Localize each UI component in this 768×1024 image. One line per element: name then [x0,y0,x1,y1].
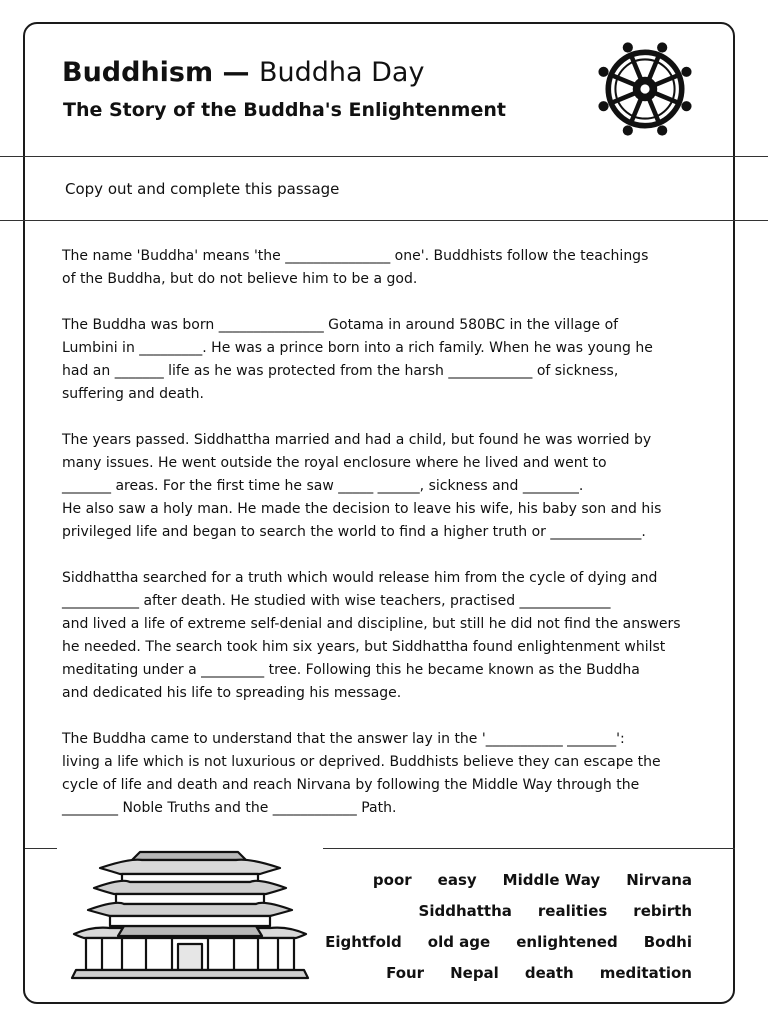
passage-paragraph [62,429,722,544]
word-bank-word: realities [537,901,608,920]
passage-line: had an _______ life as he was protected from the harsh ____________ of sickness, [62,363,619,379]
word-bank-word: rebirth [633,901,692,920]
word-bank-word: old age [427,932,491,951]
passage-line: and dedicated his life to spreading his message. [62,685,402,701]
word-bank-word: poor [372,870,412,889]
passage-line: Lumbini in _________. He was a prince born into a rich family. When he was young he [62,340,653,356]
word-bank-word: meditation [599,963,692,982]
instruction-text: Copy out and complete this passage [65,180,340,198]
page-subtitle: The Story of the Buddha's Enlightenment [63,99,506,121]
passage-line: privileged life and began to search the world to find a higher truth or _____________. [62,524,646,540]
passage-line: Siddhattha searched for a truth which would release him from the cycle of dying and [62,570,658,586]
passage-line: many issues. He went outside the royal enclosure where he lived and went to [62,455,607,471]
wheel-knob [623,125,633,135]
word-bank-word: Eightfold [325,932,402,951]
word-bank-word: Siddhattha [418,901,512,920]
passage-line: living a life which is not luxurious or deprived. Buddhists believe they can escape the [62,754,661,770]
wheel-knob [598,67,608,77]
word-bank-word: enlightened [516,932,618,951]
wheel-knob [681,67,691,77]
word-bank-word: Bodhi [643,932,692,951]
word-bank-row [312,957,692,988]
page-title [62,54,424,92]
word-bank-word: Nirvana [626,870,692,889]
passage-line: The Buddha came to understand that the answer lay in the '___________ _______': [62,731,625,747]
word-bank-word: death [524,963,574,982]
word-bank-word: Middle Way [502,870,601,889]
word-bank-word: easy [437,870,477,889]
passage-paragraph [62,567,722,705]
word-bank-row [312,895,692,926]
header-divider [0,156,768,157]
passage-line: The years passed. Siddhattha married and had a child, but found he was worried by [62,432,652,448]
passage [62,245,722,843]
passage-line: The name 'Buddha' means 'the _______________ one'. Buddhists follow the teachings [62,248,649,264]
passage-line: _______ areas. For the first time he saw _____ ______, sickness and ________. [62,478,584,494]
passage-line: cycle of life and death and reach Nirvana by following the Middle Way through the [62,777,640,793]
title-subject: Buddhism — [62,57,250,88]
passage-line: ___________ after death. He studied with wise teachers, practised _____________ [62,593,611,609]
passage-line: he needed. The search took him six years, but Siddhattha found enlightenment whilst [62,639,666,655]
passage-paragraph [62,728,722,820]
word-bank [312,864,692,988]
wheel-knob [657,125,667,135]
footer-divider-left [25,848,57,849]
passage-line: suffering and death. [62,386,204,402]
word-bank-word: Four [386,963,425,982]
word-bank-row [312,926,692,957]
wheel-knob [598,101,608,111]
wheel-knob [623,42,633,52]
word-bank-row [312,864,692,895]
temple-icon [70,846,310,980]
footer-divider-right [323,848,735,849]
passage-line: ________ Noble Truths and the ____________ Path. [62,800,397,816]
passage-line: and lived a life of extreme self-denial and discipline, but still he did not find the answers [62,616,681,632]
instruction-divider [0,220,768,221]
passage-line: He also saw a holy man. He made the decision to leave his wife, his baby son and his [62,501,662,517]
title-topic: Buddha Day [258,57,425,88]
dharma-wheel-icon [594,38,696,140]
passage-paragraph [62,245,722,291]
wheel-knob [681,101,691,111]
passage-paragraph [62,314,722,406]
passage-line: of the Buddha, but do not believe him to be a god. [62,271,418,287]
word-bank-word: Nepal [450,963,499,982]
passage-line: The Buddha was born _______________ Gotama in around 580BC in the village of [62,317,619,333]
passage-line: meditating under a _________ tree. Following this he became known as the Buddha [62,662,640,678]
wheel-knob [657,42,667,52]
